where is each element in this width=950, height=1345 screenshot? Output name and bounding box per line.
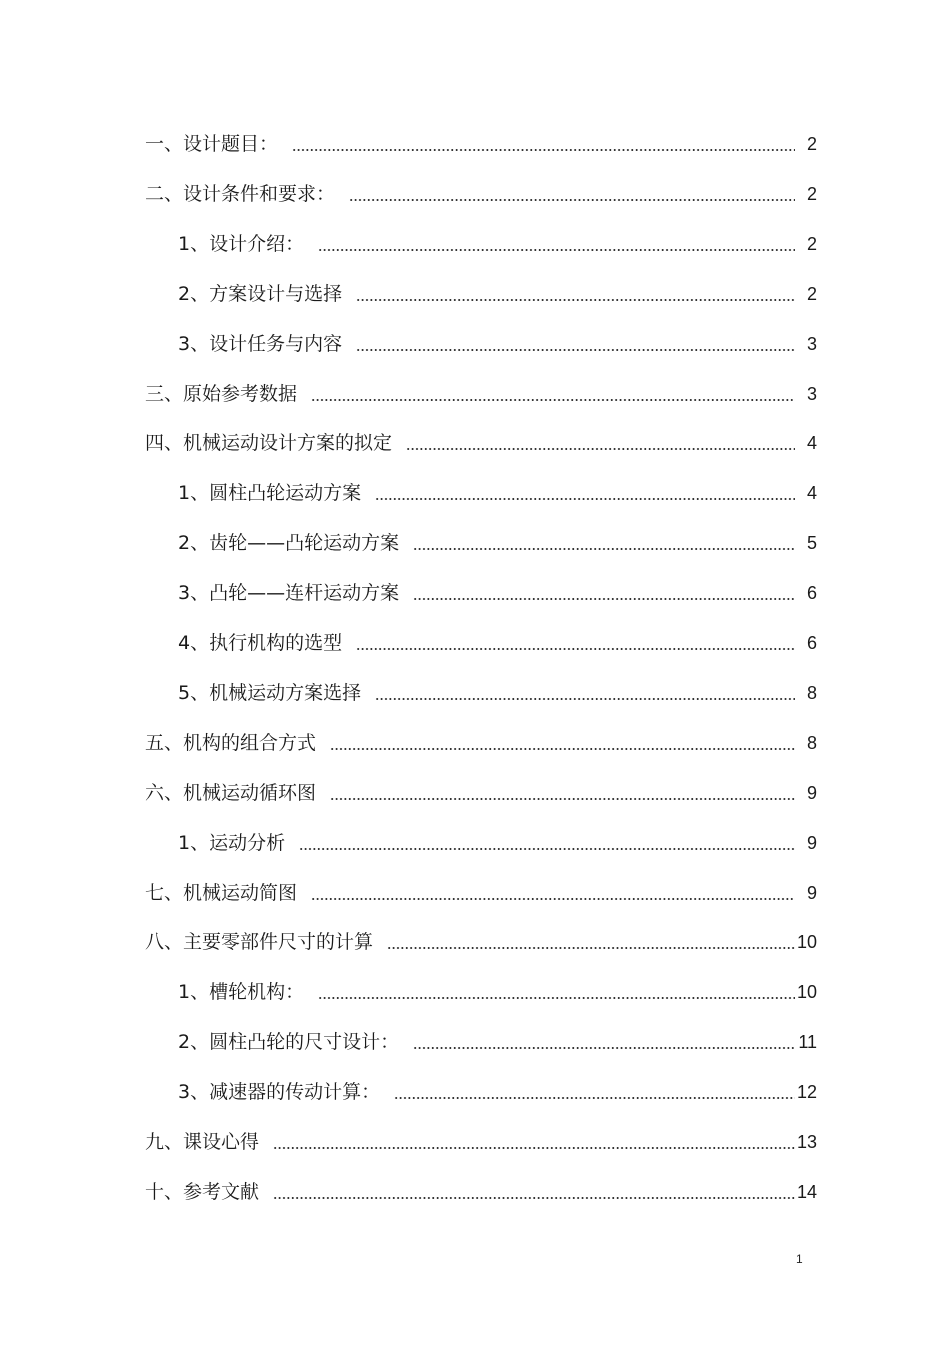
toc-entry-label: 一、设计题目： <box>145 133 279 155</box>
toc-entry-page: 9 <box>806 782 817 803</box>
toc-subentry[interactable] <box>178 974 817 1004</box>
toc-entry-page: 9 <box>806 882 817 903</box>
page-number: 1 <box>796 1252 803 1266</box>
toc-entry-label: 八、主要零部件尺寸的计算 <box>145 931 374 954</box>
toc-entry-label: 2、齿轮——凸轮运动方案 <box>178 532 400 555</box>
toc-entry-label: 1、设计介绍： <box>178 232 305 255</box>
toc-dot-leader <box>406 447 795 451</box>
toc-entry-label: 五、机构的组合方式 <box>145 731 317 754</box>
toc-subentry[interactable] <box>178 825 817 855</box>
toc-subentry[interactable] <box>178 675 817 705</box>
toc-subentry[interactable] <box>178 326 817 356</box>
toc-entry-label: 七、机械运动简图 <box>145 881 298 904</box>
toc-dot-leader <box>349 198 795 202</box>
toc-dot-leader <box>413 597 795 601</box>
toc-dot-leader <box>311 398 795 402</box>
toc-dot-leader <box>387 946 795 950</box>
toc-entry-page: 4 <box>806 433 817 454</box>
toc-dot-leader <box>394 1096 795 1100</box>
toc-subentry[interactable] <box>178 1074 817 1104</box>
toc-entry-page: 3 <box>806 383 817 404</box>
toc-dot-leader <box>311 897 795 901</box>
toc-entry[interactable] <box>145 1174 817 1204</box>
toc-entry-label: 四、机械运动设计方案的拟定 <box>145 432 393 455</box>
toc-entry-page: 10 <box>796 982 817 1003</box>
toc-entry-page: 6 <box>806 583 817 604</box>
toc-entry[interactable] <box>145 775 817 805</box>
toc-entry-page: 5 <box>806 533 817 554</box>
toc-entry-page: 9 <box>806 832 817 853</box>
toc-entry-label: 3、设计任务与内容 <box>178 332 343 355</box>
toc-dot-leader <box>299 847 795 851</box>
toc-entry-page: 12 <box>796 1082 817 1103</box>
toc-subentry[interactable] <box>178 475 817 505</box>
toc-dot-leader <box>292 148 795 152</box>
toc-dot-leader <box>356 647 795 651</box>
toc-entry-label: 1、运动分析 <box>178 831 286 854</box>
toc-dot-leader <box>375 697 795 701</box>
toc-entry-page: 6 <box>806 633 817 653</box>
toc-entry-label: 二、设计条件和要求： <box>145 182 336 205</box>
toc-dot-leader <box>356 348 795 352</box>
toc-entry-label: 3、凸轮——连杆运动方案 <box>178 582 400 605</box>
toc-dot-leader <box>356 298 795 302</box>
toc-entry-page: 14 <box>796 1181 817 1202</box>
toc-entry[interactable] <box>145 725 817 755</box>
toc-entry-page: 2 <box>806 283 817 304</box>
toc-dot-leader <box>318 248 795 252</box>
toc-subentry[interactable] <box>178 276 817 306</box>
toc-dot-leader <box>375 497 795 501</box>
toc-entry-page: 8 <box>806 682 817 703</box>
toc-entry-page: 3 <box>806 333 817 354</box>
toc-entry-page: 13 <box>796 1132 817 1152</box>
toc-entry-label: 十、参考文献 <box>145 1180 260 1203</box>
toc-dot-leader <box>413 1046 795 1050</box>
toc-subentry[interactable] <box>178 575 817 605</box>
toc-entry-page: 8 <box>806 732 817 753</box>
toc-subentry[interactable] <box>178 1024 817 1054</box>
toc-entry-page: 2 <box>806 233 817 254</box>
toc-entry-label: 九、课设心得 <box>145 1131 260 1153</box>
toc-entry-label: 5、机械运动方案选择 <box>178 681 362 704</box>
toc-subentry[interactable] <box>178 525 817 555</box>
toc-entry[interactable] <box>145 1124 817 1154</box>
toc-entry-label: 三、原始参考数据 <box>145 382 298 405</box>
toc-entry-label: 2、方案设计与选择 <box>178 282 343 305</box>
toc-entry[interactable] <box>145 126 817 156</box>
toc-dot-leader <box>318 996 795 1000</box>
toc-entry-page: 10 <box>796 932 817 953</box>
toc-dot-leader <box>413 547 795 551</box>
toc-entry-page: 11 <box>798 1032 817 1053</box>
toc-entry-label: 1、圆柱凸轮运动方案 <box>178 482 362 505</box>
toc-entry[interactable] <box>145 376 817 406</box>
toc-entry-label: 3、减速器的传动计算： <box>178 1081 381 1104</box>
toc-entry-label: 六、机械运动循环图 <box>145 781 317 804</box>
toc-entry[interactable] <box>145 924 817 954</box>
toc-entry[interactable] <box>145 425 817 455</box>
toc-entry-label: 1、槽轮机构： <box>178 981 305 1004</box>
toc-entry-label: 4、执行机构的选型 <box>178 632 343 654</box>
toc-dot-leader <box>330 747 795 751</box>
toc-subentry[interactable] <box>178 226 817 256</box>
toc-entry-page: 2 <box>806 183 817 204</box>
toc-entry-page: 2 <box>806 134 817 154</box>
toc-dot-leader <box>273 1146 795 1150</box>
toc-dot-leader <box>330 797 795 801</box>
toc-dot-leader <box>273 1196 795 1200</box>
toc-entry-page: 4 <box>806 483 817 504</box>
toc-entry-label: 2、圆柱凸轮的尺寸设计： <box>178 1031 400 1054</box>
toc-entry[interactable] <box>145 176 817 206</box>
toc-entry[interactable] <box>145 875 817 905</box>
toc-subentry[interactable] <box>178 625 817 655</box>
